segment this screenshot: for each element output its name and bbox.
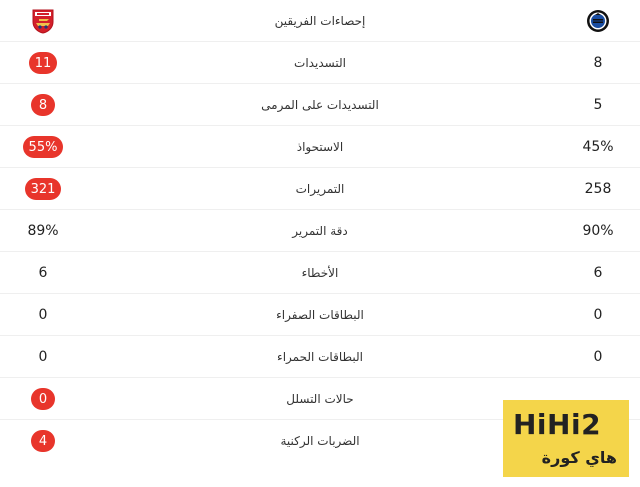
away-pass-accuracy-value: 90% [582,223,614,239]
site-watermark-logo [503,400,629,477]
away-team-logo [556,0,640,42]
stats-title: إحصاءات الفريقين [274,14,366,28]
stat-label-corners: الضربات الركنية [280,434,360,448]
home-shots-value: 11 [29,52,58,74]
home-red-cards-value: 0 [38,349,48,365]
stat-row-yellow-cards [0,294,640,336]
stat-label-pass-accuracy: دقة التمرير [292,224,348,238]
home-possession-value: 55% [23,136,64,158]
stat-label-shots: التسديدات [294,56,346,70]
stat-row-passes [0,168,640,210]
stat-label-shots-on-target: التسديدات على المرمى [261,98,379,112]
stats-header-row [0,0,640,42]
stat-label-passes: التمريرات [295,182,345,196]
arsenal-crest-icon [31,8,55,34]
away-possession-value: 45% [582,139,614,155]
watermark-latin-text: HiHi2 [513,408,602,441]
home-yellow-cards-value: 0 [38,307,48,323]
stat-label-fouls: الأخطاء [301,266,339,280]
away-passes-value: 258 [584,181,612,197]
stat-row-pass-accuracy [0,210,640,252]
stat-row-red-cards [0,336,640,378]
home-fouls-value: 6 [38,265,48,281]
away-red-cards-value: 0 [593,349,603,365]
watermark-arabic-text: هاي كورة [541,448,617,467]
away-shots-on-target-value: 5 [593,97,603,113]
stat-row-shots [0,42,640,84]
home-shots-on-target-value: 8 [31,94,55,116]
away-yellow-cards-value: 0 [593,307,603,323]
stat-row-possession [0,126,640,168]
club-brugge-crest-icon [586,9,610,33]
home-team-logo [0,0,86,42]
away-shots-value: 8 [593,55,603,71]
stat-label-yellow-cards: البطاقات الصفراء [276,308,364,322]
home-corners-value: 4 [31,430,55,452]
away-fouls-value: 6 [593,265,603,281]
home-pass-accuracy-value: 89% [27,223,59,239]
stat-label-red-cards: البطاقات الحمراء [277,350,363,364]
home-offsides-value: 0 [31,388,55,410]
home-passes-value: 321 [25,178,62,200]
stat-row-fouls [0,252,640,294]
stat-label-possession: الاستحواذ [296,140,344,154]
stat-label-offsides: حالات التسلل [286,392,354,406]
stat-row-shots-on-target [0,84,640,126]
